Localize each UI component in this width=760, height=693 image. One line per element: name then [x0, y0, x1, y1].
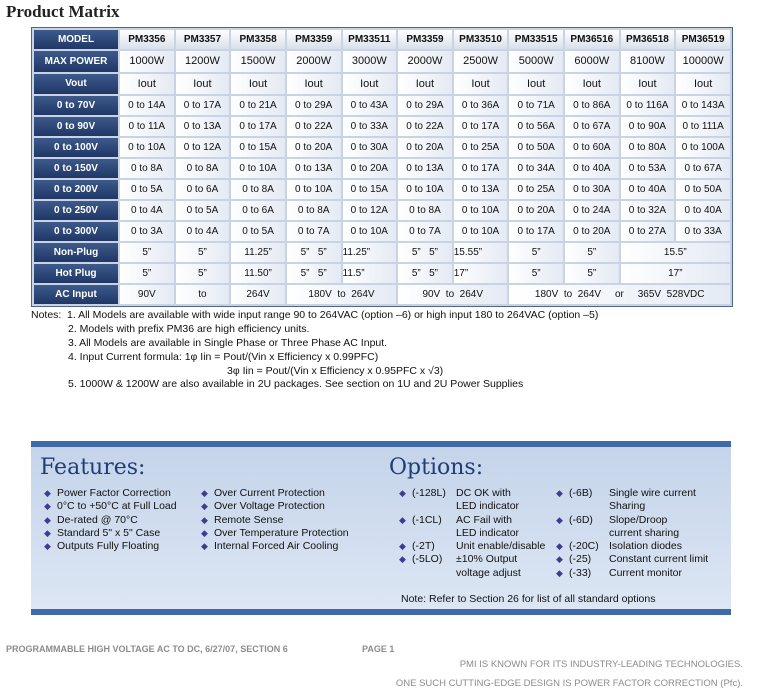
matrix-cell: 0 to 36A — [454, 96, 508, 115]
matrix-cell: 0 to 8A — [176, 159, 230, 178]
matrix-row — [34, 74, 730, 95]
row-label: 0 to 300V — [34, 222, 118, 241]
diamond-bullet-icon: ◆ — [399, 488, 406, 498]
matrix-cell: 11.25” — [231, 243, 285, 262]
matrix-cell: 1000W — [120, 51, 174, 72]
matrix-cell: Iout — [231, 74, 285, 95]
matrix-cell: 0 to 8A — [231, 180, 285, 199]
matrix-cell: Iout — [343, 74, 397, 95]
matrix-cell: 0 to 6A — [176, 180, 230, 199]
matrix-cell: 0 to 60A — [565, 138, 619, 157]
matrix-cell: 0 to 10A — [343, 222, 397, 241]
matrix-cell: 0 to 4A — [176, 222, 230, 241]
footer-page-number: PAGE 1 — [362, 644, 395, 654]
matrix-cell: 0 to 29A — [287, 96, 341, 115]
matrix-cell: 0 to 25A — [509, 180, 563, 199]
diamond-bullet-icon: ◆ — [44, 501, 51, 512]
matrix-cell: 10000W — [676, 51, 730, 72]
note-2: 2. Models with prefix PM36 are high efficiency units. — [68, 323, 310, 335]
matrix-cell: 0 to 17A — [454, 117, 508, 136]
option-code: (-2T) — [412, 540, 435, 553]
matrix-cell: 0 to 7A — [398, 222, 452, 241]
options-list-1 — [398, 487, 545, 580]
matrix-cell: 0 to 3A — [120, 222, 174, 241]
matrix-cell: 5” — [120, 264, 174, 283]
diamond-bullet-icon: ◆ — [201, 488, 208, 498]
matrix-cell: 0 to 13A — [287, 159, 341, 178]
size-value: 5” — [317, 246, 327, 258]
feature-item: ◆ Remote Sense — [201, 513, 284, 526]
matrix-cell: 0 to 20A — [343, 159, 397, 178]
matrix-cell: 0 to 33A — [343, 117, 397, 136]
matrix-cell: 0 to 90A — [621, 117, 675, 136]
option-code: (-128L) — [412, 487, 446, 499]
model-header-cell: PM3358 — [231, 30, 285, 49]
matrix-cell: 0 to 14A — [120, 96, 174, 115]
footer-section-info: PROGRAMMABLE HIGH VOLTAGE AC TO DC, 6/27/07, SECTION 6 — [6, 644, 288, 654]
feature-item: ◆ Power Factor Correction — [44, 487, 171, 499]
non-plug-row — [34, 243, 730, 262]
option-item — [398, 500, 545, 513]
matrix-cell: 0 to 20A — [398, 138, 452, 157]
option-description: voltage adjust — [456, 566, 521, 579]
diamond-bullet-icon: ◆ — [399, 554, 406, 565]
option-item — [555, 527, 708, 540]
matrix-cell: 0 to 5A — [120, 180, 174, 199]
option-code: (-33) — [569, 566, 592, 579]
footer-tagline-2: ONE SUCH CUTTING-EDGE DESIGN IS POWER FACTOR CORRECTION (Pfc). — [395, 678, 743, 689]
matrix-cell: 0 to 12A — [343, 201, 397, 220]
diamond-bullet-icon: ◆ — [44, 527, 51, 538]
matrix-row — [34, 180, 730, 199]
matrix-cell: 0 to 50A — [509, 138, 563, 157]
matrix-cell: 0 to 32A — [621, 201, 675, 220]
matrix-cell: 1200W — [176, 51, 230, 72]
matrix-cell: 0 to 21A — [231, 96, 285, 115]
matrix-cell: 0 to 33A — [676, 222, 730, 241]
matrix-cell: 0 to 67A — [565, 117, 619, 136]
row-label: MAX POWER — [34, 51, 118, 72]
matrix-cell: Iout — [565, 74, 619, 95]
matrix-cell: 0 to 111A — [676, 117, 730, 136]
diamond-bullet-icon: ◆ — [44, 488, 51, 498]
feature-item: ◆ Standard 5" x 5" Case — [44, 526, 161, 539]
matrix-cell: 2500W — [454, 51, 508, 72]
matrix-cell: 0 to 50A — [676, 180, 730, 199]
option-item — [398, 540, 545, 553]
matrix-cell: 11.25” — [343, 243, 397, 262]
options-list-2 — [555, 487, 708, 580]
option-code: (-5LO) — [412, 553, 443, 566]
matrix-cell: 90V to 264V — [398, 285, 507, 304]
model-header-cell: PM33511 — [343, 30, 397, 49]
option-description: Unit enable/disable — [456, 540, 546, 553]
option-code: (-1CL) — [412, 513, 442, 526]
matrix-cell: 0 to 17A — [454, 159, 508, 178]
diamond-bullet-icon: ◆ — [201, 514, 208, 525]
matrix-cell: 180V to 264V — [287, 285, 396, 304]
option-description: DC OK with — [456, 487, 511, 499]
model-header-cell: PM3359 — [398, 30, 452, 49]
matrix-cell: 0 to 8A — [287, 201, 341, 220]
matrix-cell: 0 to 17A — [231, 117, 285, 136]
diamond-bullet-icon: ◆ — [556, 488, 563, 498]
matrix-cell: Iout — [176, 74, 230, 95]
size-value: 5” — [317, 267, 327, 279]
matrix-cell: 0 to 4A — [120, 201, 174, 220]
matrix-cell — [287, 264, 341, 283]
option-description: LED indicator — [456, 526, 520, 539]
option-item — [555, 500, 708, 513]
matrix-cell: 0 to 67A — [676, 159, 730, 178]
option-description: Single wire current — [609, 487, 696, 499]
option-item — [398, 514, 545, 527]
page-title: Product Matrix — [6, 2, 120, 21]
matrix-cell: 90V — [120, 285, 174, 304]
option-item — [398, 553, 545, 566]
size-value: 5” — [300, 246, 310, 258]
matrix-row — [34, 96, 730, 115]
matrix-row — [34, 117, 730, 136]
diamond-bullet-icon: ◆ — [556, 514, 563, 525]
option-description: LED indicator — [456, 500, 520, 513]
matrix-row — [34, 138, 730, 157]
option-code: (-20C) — [569, 540, 599, 553]
diamond-bullet-icon: ◆ — [201, 501, 208, 512]
matrix-cell: 0 to 22A — [287, 117, 341, 136]
matrix-cell: 0 to 30A — [343, 138, 397, 157]
model-header-row — [34, 30, 730, 49]
option-description: AC Fail with — [456, 513, 513, 526]
feature-item: ◆ Over Temperature Protection — [201, 526, 349, 539]
size-value: 5” — [429, 267, 439, 279]
matrix-cell: 5” — [509, 264, 563, 283]
matrix-cell: 5” — [565, 264, 619, 283]
matrix-cell: 15.55” — [454, 243, 508, 262]
matrix-cell: 0 to 13A — [454, 180, 508, 199]
matrix-cell: 0 to 17A — [509, 222, 563, 241]
matrix-cell: 0 to 80A — [621, 138, 675, 157]
model-header-cell: PM3359 — [287, 30, 341, 49]
row-label: AC Input — [34, 285, 118, 304]
size-value: 5” — [411, 246, 421, 258]
matrix-row — [34, 222, 730, 241]
matrix-cell: 5” — [176, 264, 230, 283]
diamond-bullet-icon: ◆ — [399, 541, 406, 552]
matrix-table — [32, 28, 732, 306]
matrix-cell — [287, 243, 341, 262]
matrix-cell: 0 to 100A — [676, 138, 730, 157]
diamond-bullet-icon: ◆ — [44, 541, 51, 552]
row-label: Hot Plug — [34, 264, 118, 283]
matrix-cell: 0 to 53A — [621, 159, 675, 178]
option-item — [555, 567, 708, 580]
matrix-cell: 0 to 8A — [398, 201, 452, 220]
matrix-cell: 6000W — [565, 51, 619, 72]
row-label: 0 to 70V — [34, 96, 118, 115]
features-options-panel — [31, 441, 731, 615]
matrix-cell: 2000W — [398, 51, 452, 72]
diamond-bullet-icon: ◆ — [44, 514, 51, 525]
option-item — [398, 567, 545, 580]
option-item — [555, 487, 708, 500]
matrix-cell: 0 to 40A — [565, 159, 619, 178]
diamond-bullet-icon: ◆ — [556, 567, 563, 578]
matrix-cell: 0 to 20A — [509, 201, 563, 220]
matrix-cell: 0 to 10A — [287, 180, 341, 199]
matrix-cell: 5” — [176, 243, 230, 262]
matrix-cell: 17” — [621, 264, 730, 283]
feature-item: ◆ Over Voltage Protection — [201, 500, 325, 513]
matrix-cell: 0 to 12A — [176, 138, 230, 157]
note-4: 4. Input Current formula: 1φ Iin = Pout/(Vin x Efficiency x 0.99PFC) — [68, 351, 379, 363]
matrix-cell: 0 to 11A — [120, 117, 174, 136]
diamond-bullet-icon: ◆ — [201, 527, 208, 538]
model-header-cell: PM3357 — [176, 30, 230, 49]
matrix-row — [34, 201, 730, 220]
footer-tagline-1: PMI IS KNOWN FOR ITS INDUSTRY-LEADING TECHNOLOGIES. — [459, 659, 743, 670]
feature-item: ◆ Internal Forced Air Cooling — [201, 540, 339, 553]
matrix-cell: 17” — [454, 264, 508, 283]
matrix-cell: 0 to 71A — [509, 96, 563, 115]
diamond-bullet-icon: ◆ — [556, 554, 563, 565]
matrix-cell: 8100W — [621, 51, 675, 72]
feature-item: ◆ Outputs Fully Floating — [44, 540, 160, 553]
matrix-cell: 264V — [231, 285, 285, 304]
matrix-cell: 0 to 13A — [176, 117, 230, 136]
option-item — [398, 487, 545, 500]
matrix-cell: 11.5” — [343, 264, 397, 283]
matrix-cell: 0 to 25A — [454, 138, 508, 157]
matrix-cell: 0 to 40A — [621, 180, 675, 199]
matrix-cell: 0 to 27A — [621, 222, 675, 241]
matrix-cell: 0 to 24A — [565, 201, 619, 220]
matrix-cell: 0 to 17A — [176, 96, 230, 115]
matrix-cell: 15.5” — [621, 243, 730, 262]
model-header-cell: PM33515 — [509, 30, 563, 49]
size-value: 5” — [300, 267, 310, 279]
model-header-cell: PM36518 — [621, 30, 675, 49]
option-description: Slope/Droop — [609, 513, 668, 526]
option-item — [555, 553, 708, 566]
matrix-cell — [398, 243, 452, 262]
matrix-cell: 11.50” — [231, 264, 285, 283]
matrix-cell: 0 to 86A — [565, 96, 619, 115]
matrix-cell: 180V to 264V or 365V 528VDC — [509, 285, 730, 304]
matrix-cell: 5” — [509, 243, 563, 262]
matrix-cell: 0 to 22A — [398, 117, 452, 136]
feature-item: ◆ De-rated @ 70°C — [44, 513, 138, 526]
matrix-cell: 0 to 6A — [231, 201, 285, 220]
matrix-cell: 0 to 10A — [398, 180, 452, 199]
features-list-2 — [200, 487, 349, 553]
option-code: (-6D) — [569, 513, 593, 526]
options-heading: Options: — [389, 455, 484, 480]
model-header-cell: PM33510 — [454, 30, 508, 49]
features-heading: Features: — [40, 455, 146, 480]
option-code: (-25) — [569, 553, 592, 566]
option-item — [555, 540, 708, 553]
matrix-cell: 0 to 56A — [509, 117, 563, 136]
matrix-cell: 0 to 34A — [509, 159, 563, 178]
diamond-bullet-icon: ◆ — [556, 541, 563, 552]
row-label: 0 to 150V — [34, 159, 118, 178]
diamond-bullet-icon: ◆ — [399, 514, 406, 525]
matrix-cell: Iout — [120, 74, 174, 95]
matrix-cell: 1500W — [231, 51, 285, 72]
option-item — [555, 514, 708, 527]
row-label: Vout — [34, 74, 118, 95]
row-label: 0 to 100V — [34, 138, 118, 157]
option-description: Current monitor — [609, 566, 682, 579]
matrix-cell: 0 to 15A — [231, 138, 285, 157]
notes-label: Notes: — [31, 309, 62, 321]
matrix-cell — [398, 264, 452, 283]
option-item — [398, 527, 545, 540]
matrix-cell: 0 to 116A — [621, 96, 675, 115]
product-matrix — [31, 27, 733, 307]
option-description: current sharing — [609, 526, 680, 539]
model-header-cell: PM36519 — [676, 30, 730, 49]
matrix-cell: 0 to 10A — [120, 138, 174, 157]
matrix-cell: 0 to 29A — [398, 96, 452, 115]
option-description: ±10% Output — [456, 553, 518, 566]
matrix-cell: 0 to 7A — [287, 222, 341, 241]
matrix-cell: 0 to 30A — [565, 180, 619, 199]
options-reference-note: Note: Refer to Section 26 for list of all standard options — [401, 593, 656, 605]
diamond-bullet-icon: ◆ — [201, 541, 208, 552]
matrix-cell: 0 to 5A — [231, 222, 285, 241]
option-description: Constant current limit — [609, 553, 709, 566]
model-corner-cell: MODEL — [34, 30, 118, 49]
matrix-cell: 5” — [565, 243, 619, 262]
matrix-cell: 5” — [120, 243, 174, 262]
matrix-cell: 3000W — [343, 51, 397, 72]
model-header-cell: PM3356 — [120, 30, 174, 49]
matrix-row — [34, 51, 730, 72]
matrix-cell: 0 to 20A — [287, 138, 341, 157]
matrix-cell: 0 to 10A — [454, 201, 508, 220]
note-5: 5. 1000W & 1200W are also available in 2U packages. See section on 1U and 2U Power Supplies — [68, 378, 524, 390]
matrix-cell: Iout — [676, 74, 730, 95]
note-3: 3. All Models are available in Single Phase or Three Phase AC Input. — [68, 337, 388, 349]
matrix-cell: Iout — [398, 74, 452, 95]
matrix-cell: 0 to 43A — [343, 96, 397, 115]
size-value: 5” — [429, 246, 439, 258]
matrix-row — [34, 159, 730, 178]
ac-input-row — [34, 285, 730, 304]
matrix-cell: Iout — [454, 74, 508, 95]
matrix-cell: 0 to 40A — [676, 201, 730, 220]
row-label: Non-Plug — [34, 243, 118, 262]
matrix-cell: 0 to 20A — [565, 222, 619, 241]
option-description: Sharing — [609, 500, 646, 513]
matrix-cell: 0 to 15A — [343, 180, 397, 199]
matrix-cell: 5000W — [509, 51, 563, 72]
row-label: 0 to 90V — [34, 117, 118, 136]
matrix-cell: to — [176, 285, 230, 304]
matrix-cell: 2000W — [287, 51, 341, 72]
matrix-cell: 0 to 13A — [398, 159, 452, 178]
option-description: Isolation diodes — [609, 540, 682, 553]
feature-item: ◆ Over Current Protection — [201, 487, 325, 499]
feature-item: ◆ 0°C to +50°C at Full Load — [44, 500, 177, 513]
matrix-cell: Iout — [621, 74, 675, 95]
matrix-cell: 0 to 143A — [676, 96, 730, 115]
note-1: 1. All Models are available with wide input range 90 to 264VAC (option –6) or high input 180 to 264VAC (option –5) — [67, 309, 599, 321]
matrix-cell: 0 to 8A — [120, 159, 174, 178]
matrix-cell: 0 to 10A — [231, 159, 285, 178]
option-code: (-6B) — [569, 487, 593, 499]
features-list-1 — [43, 487, 177, 553]
matrix-cell: Iout — [287, 74, 341, 95]
model-header-cell: PM36516 — [565, 30, 619, 49]
matrix-cell: Iout — [509, 74, 563, 95]
hot-plug-row — [34, 264, 730, 283]
matrix-cell: 0 to 5A — [176, 201, 230, 220]
row-label: 0 to 250V — [34, 201, 118, 220]
row-label: 0 to 200V — [34, 180, 118, 199]
note-4-three-phase: 3φ Iin = Pout/(Vin x Efficiency x 0.95PFC x √3) — [227, 365, 444, 377]
size-value: 5” — [411, 267, 421, 279]
matrix-cell: 0 to 10A — [454, 222, 508, 241]
